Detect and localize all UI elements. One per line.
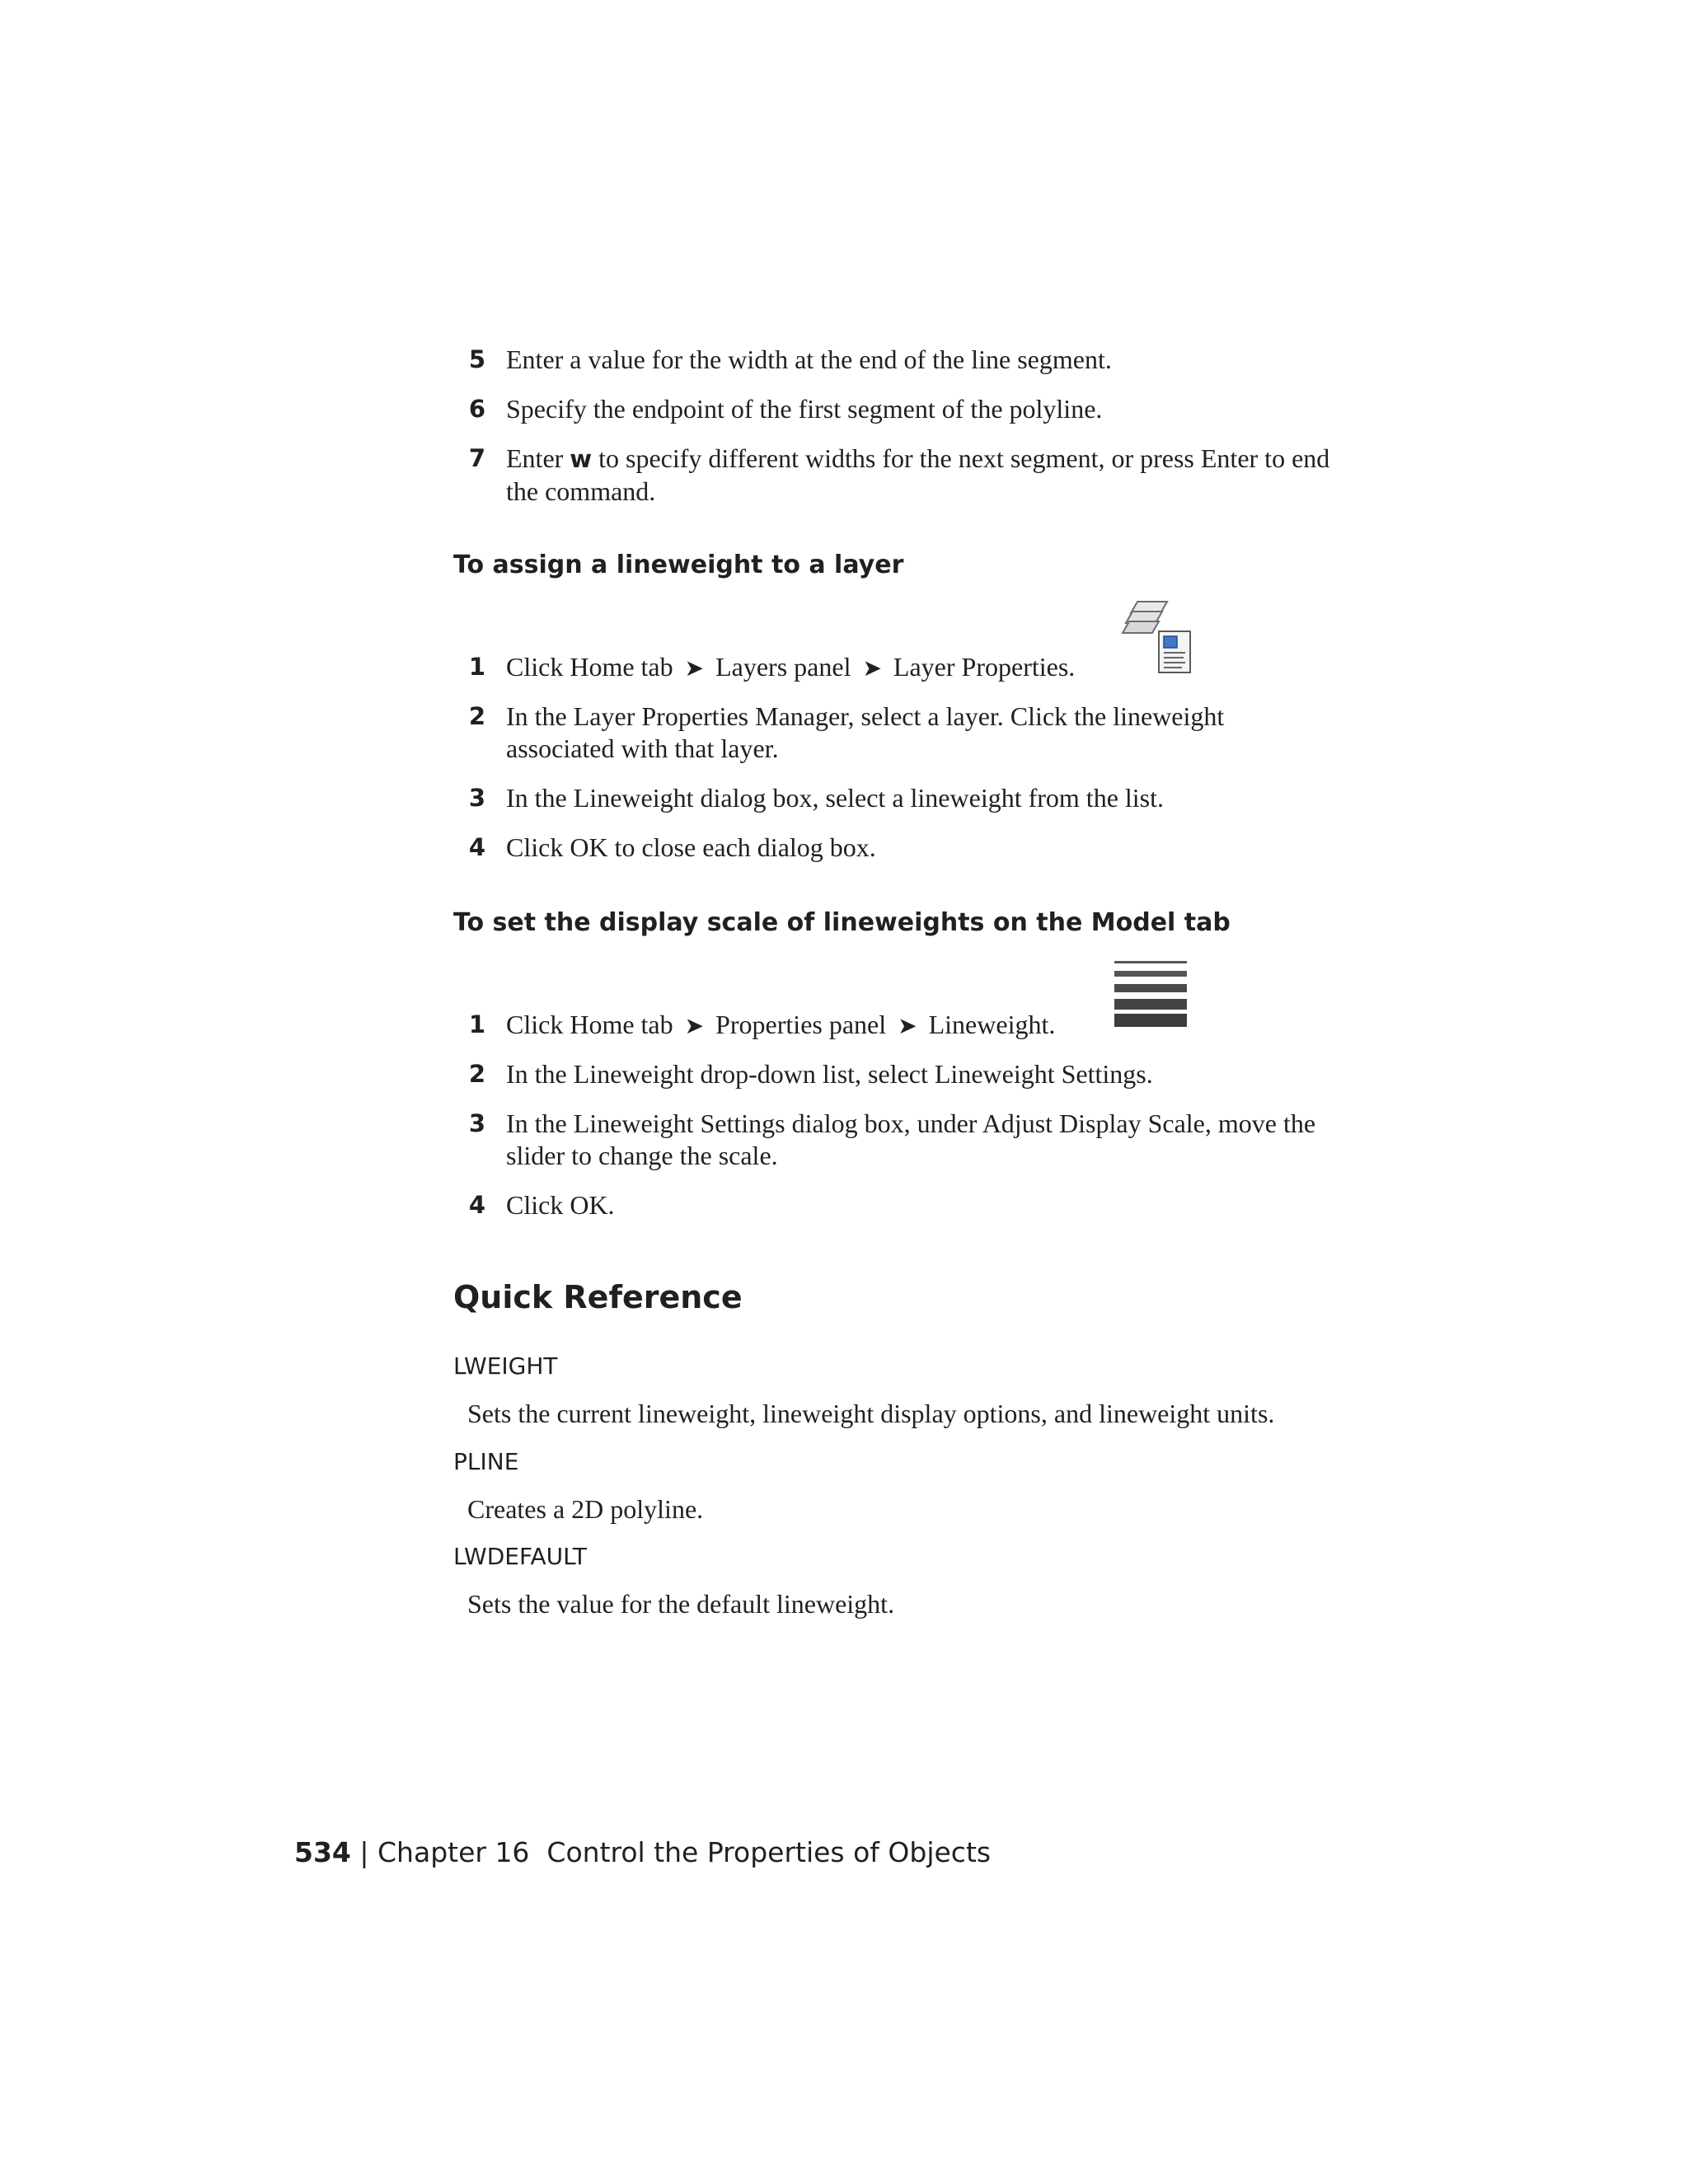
ribbon-tab-link[interactable]: Click Home tab: [506, 652, 673, 682]
section-heading-assign-lineweight: To assign a lineweight to a layer: [453, 551, 904, 579]
ribbon-command-link[interactable]: Layer Properties.: [893, 652, 1076, 682]
page-number: 534: [294, 1836, 351, 1868]
step-number: 5: [468, 345, 485, 373]
step-text: In the Lineweight Settings dialog box, under Adjust Display Scale, move the slider to change the scale.: [506, 1108, 1316, 1170]
step-number: 1: [468, 1010, 485, 1038]
ribbon-command-link[interactable]: Lineweight.: [928, 1010, 1056, 1039]
layer-properties-icon: [1119, 597, 1193, 676]
ribbon-panel-link[interactable]: Layers panel: [715, 652, 851, 682]
ribbon-tab-link[interactable]: Click Home tab: [506, 1010, 673, 1039]
page-footer: [294, 1836, 991, 1868]
command-description: Sets the current lineweight, lineweight display options, and lineweight units.: [467, 1399, 1275, 1428]
step-number: 6: [468, 395, 485, 423]
command-link-pline[interactable]: PLINE: [453, 1448, 519, 1475]
ribbon-panel-link[interactable]: Properties panel: [715, 1010, 887, 1039]
arrow-icon: ➤: [898, 1014, 917, 1039]
chapter-title: Control the Properties of Objects: [546, 1836, 992, 1868]
step-text-post: to specify different widths for the next segment, or press Enter to end the command.: [506, 443, 1330, 506]
step-number: 2: [468, 702, 485, 730]
quick-reference-title: Quick Reference: [453, 1279, 743, 1315]
step-text: Click OK to close each dialog box.: [506, 832, 876, 862]
step-number: 2: [468, 1060, 485, 1088]
arrow-icon: ➤: [684, 656, 705, 682]
step-text: In the Lineweight drop-down list, select Lineweight Settings.: [506, 1059, 1153, 1089]
command-description: Creates a 2D polyline.: [467, 1494, 704, 1524]
step-text: In the Lineweight dialog box, select a lineweight from the list.: [506, 783, 1165, 813]
step-text-pre: Enter: [506, 443, 570, 473]
command-link-lwdefault[interactable]: LWDEFAULT: [453, 1543, 587, 1570]
step-number: 3: [468, 784, 485, 812]
step-number: 7: [468, 444, 485, 472]
section-heading-display-scale: To set the display scale of lineweights on the Model tab: [453, 908, 1231, 937]
step-text: In the Layer Properties Manager, select a layer. Click the lineweight associated with that layer.: [506, 701, 1225, 763]
command-description: Sets the value for the default lineweight.: [467, 1589, 895, 1619]
step-text: Enter a value for the width at the end of the line segment.: [506, 344, 1112, 374]
step-number: 1: [468, 653, 485, 681]
footer-separator: |: [359, 1836, 369, 1868]
command-key: w: [570, 445, 593, 473]
chapter-label: Chapter 16: [377, 1836, 530, 1868]
lineweight-icon: [1114, 959, 1187, 1029]
arrow-icon: ➤: [684, 1014, 705, 1039]
command-link-lweight[interactable]: LWEIGHT: [453, 1352, 558, 1380]
step-number: 4: [468, 1191, 485, 1219]
step-text: Click OK.: [506, 1190, 615, 1220]
step-number: 3: [468, 1109, 485, 1137]
step-number: 4: [468, 833, 485, 861]
step-text: Specify the endpoint of the first segment of the polyline.: [506, 394, 1103, 424]
arrow-icon: ➤: [862, 656, 882, 682]
